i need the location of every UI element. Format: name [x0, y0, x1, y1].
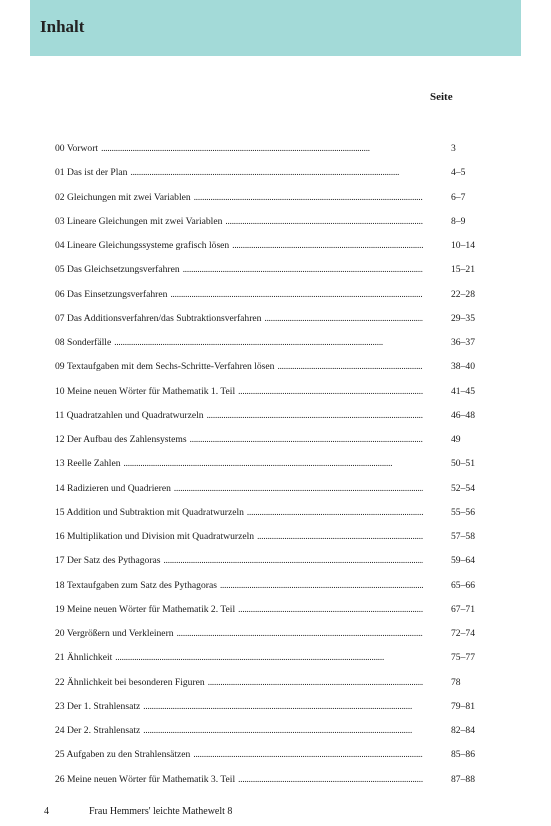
toc-entry-page: 36–37: [451, 337, 475, 348]
toc-entry: [55, 573, 495, 597]
toc-entry-title: 00 Vorwort: [55, 143, 99, 154]
toc-entry: [55, 597, 495, 621]
toc-dot-leader: [207, 403, 423, 428]
toc-entry-page: 41–45: [451, 385, 475, 397]
toc-dot-leader: [164, 548, 423, 573]
toc-dot-leader: [177, 621, 423, 646]
toc-entry-title-area: [55, 379, 425, 404]
toc-entry-title: 21 Ähnlichkeit: [55, 652, 113, 664]
toc-entry: [55, 354, 495, 378]
page-column-heading: Seite: [430, 91, 453, 103]
toc-entry-title: 06 Das Einsetzungsverfahren: [55, 288, 168, 300]
toc-entry-title: 05 Das Gleichsetzungsverfahren: [55, 264, 180, 276]
toc-dot-leader: [143, 718, 423, 743]
toc-dot-leader: [232, 233, 423, 258]
toc-entry-title-area: [55, 427, 425, 452]
toc-entry-title-area: [55, 548, 425, 573]
toc-entry-page: 50–51: [451, 458, 475, 470]
toc-entry: [55, 500, 495, 524]
toc-dot-leader: [194, 185, 423, 210]
toc-entry-page: 79–81: [451, 700, 475, 712]
toc-entry-title-area: [55, 354, 425, 379]
toc-entry-page: 87–88: [451, 773, 475, 785]
toc-entry: [55, 476, 495, 500]
toc-entry: [55, 742, 495, 766]
toc-entry-title-area: [55, 403, 425, 428]
toc-dot-leader: [170, 282, 423, 307]
toc-entry: [55, 403, 495, 427]
toc-entry-page: 6–7: [451, 191, 466, 203]
toc-entry-page: 4–5: [451, 167, 466, 179]
toc-entry-title: 15 Addition und Subtraktion mit Quadratwurzeln: [55, 506, 244, 518]
toc-entry-page: 67–71: [451, 603, 475, 615]
toc-entry: [55, 160, 495, 184]
toc-entry-page: 49: [451, 434, 461, 445]
toc-entry-page: 65–66: [451, 579, 475, 591]
toc-entry: [55, 524, 495, 548]
toc-entry-title-area: [55, 257, 425, 282]
toc-dot-leader: [130, 160, 423, 185]
footer-book-title: Frau Hemmers' leichte Mathewelt 8: [89, 806, 233, 817]
toc-dot-leader: [208, 670, 423, 695]
toc-entry-title: 18 Textaufgaben zum Satz des Pythagoras: [55, 579, 217, 591]
toc-entry-title-area: [55, 670, 425, 695]
toc-entry-title: 19 Meine neuen Wörter für Mathematik 2. Teil: [55, 603, 236, 615]
toc-entry-title: 04 Lineare Gleichungssysteme grafisch lösen: [55, 240, 230, 251]
toc-entry-title-area: [55, 742, 425, 767]
toc-dot-leader: [257, 524, 423, 549]
toc-entry-page: 78: [451, 676, 461, 688]
toc-entry-title-area: [55, 621, 425, 646]
toc-entry: [55, 427, 495, 451]
toc-entry-title-area: [55, 500, 425, 525]
toc-entry-title: 11 Quadratzahlen und Quadratwurzeln: [55, 409, 204, 421]
toc-entry-title-area: [55, 476, 425, 501]
toc-entry-title: 16 Multiplikation und Division mit Quadratwurzeln: [55, 531, 255, 542]
toc-entry: [55, 670, 495, 694]
toc-entry-title-area: [55, 306, 425, 331]
toc-entry: [55, 282, 495, 306]
toc-entry-page: 85–86: [451, 749, 475, 761]
toc-entry-title: 22 Ähnlichkeit bei besonderen Figuren: [55, 676, 205, 688]
footer-page-number: 4: [44, 806, 49, 817]
toc-dot-leader: [115, 645, 423, 670]
toc-entry-title: 08 Sonderfälle: [55, 337, 112, 348]
toc-dot-leader: [264, 306, 423, 331]
page-title: Inhalt: [40, 17, 85, 36]
toc-entry-page: 75–77: [451, 652, 475, 664]
toc-entry: [55, 694, 495, 718]
toc-entry-title-area: [55, 330, 425, 355]
toc-entry-title-area: [55, 573, 425, 598]
toc-entry-title-area: [55, 694, 425, 719]
toc-dot-leader: [101, 136, 423, 161]
toc-entry-title-area: [55, 185, 425, 210]
toc-entry-page: 38–40: [451, 361, 475, 373]
toc-entry-title: 13 Reelle Zahlen: [55, 458, 121, 470]
toc-entry-title: 12 Der Aufbau des Zahlensystems: [55, 434, 187, 445]
toc-entry-page: 22–28: [451, 288, 475, 300]
toc-entry-title-area: [55, 597, 425, 622]
toc-entry: [55, 136, 495, 160]
toc-entry-title-area: [55, 209, 425, 234]
toc-entry: [55, 767, 495, 791]
toc-entry: [55, 330, 495, 354]
toc-entry-page: 46–48: [451, 409, 475, 421]
toc-dot-leader: [238, 379, 423, 404]
toc-entry-title-area: [55, 767, 425, 792]
toc-entry-title-area: [55, 524, 425, 549]
toc-entry: [55, 645, 495, 669]
toc-entry-title-area: [55, 282, 425, 307]
header-band: [30, 0, 521, 56]
toc-entry-page: 10–14: [451, 240, 475, 251]
toc-entry-page: 8–9: [451, 215, 466, 227]
toc-dot-leader: [183, 257, 423, 282]
toc-entry-title: 09 Textaufgaben mit dem Sechs-Schritte-Verfahren lösen: [55, 361, 275, 373]
toc-entry: [55, 451, 495, 475]
toc-entry-title: 23 Der 1. Strahlensatz: [55, 700, 141, 712]
toc-dot-leader: [193, 742, 423, 767]
toc-entry: [55, 209, 495, 233]
toc-dot-leader: [124, 451, 423, 476]
toc-entry: [55, 233, 495, 257]
table-of-contents: [55, 136, 495, 791]
toc-entry-page: 57–58: [451, 531, 475, 542]
toc-entry-title: 14 Radizieren und Quadrieren: [55, 482, 171, 494]
toc-entry: [55, 718, 495, 742]
toc-entry-title-area: [55, 645, 425, 670]
toc-entry-title: 02 Gleichungen mit zwei Variablen: [55, 191, 191, 203]
toc-dot-leader: [277, 354, 423, 379]
toc-entry-title-area: [55, 233, 425, 258]
toc-dot-leader: [225, 209, 423, 234]
toc-entry-title: 26 Meine neuen Wörter für Mathematik 3. Teil: [55, 773, 236, 785]
toc-entry: [55, 621, 495, 645]
toc-dot-leader: [220, 573, 423, 598]
toc-entry-title: 24 Der 2. Strahlensatz: [55, 725, 141, 736]
toc-entry-title: 01 Das ist der Plan: [55, 167, 128, 179]
toc-dot-leader: [190, 427, 423, 452]
toc-entry-page: 52–54: [451, 482, 475, 494]
toc-entry-title: 20 Vergrößern und Verkleinern: [55, 628, 174, 639]
toc-entry-title: 25 Aufgaben zu den Strahlensätzen: [55, 749, 191, 761]
toc-entry-title: 03 Lineare Gleichungen mit zwei Variablen: [55, 215, 223, 227]
toc-entry: [55, 548, 495, 572]
toc-entry-title: 10 Meine neuen Wörter für Mathematik 1. Teil: [55, 385, 236, 397]
toc-entry: [55, 185, 495, 209]
toc-entry-title: 07 Das Additionsverfahren/das Subtraktionsverfahren: [55, 312, 262, 324]
toc-entry-title-area: [55, 451, 425, 476]
toc-entry-title-area: [55, 136, 425, 161]
toc-entry-page: 59–64: [451, 555, 475, 567]
toc-entry-title-area: [55, 160, 425, 185]
toc-dot-leader: [143, 694, 423, 719]
toc-entry-page: 55–56: [451, 506, 475, 518]
toc-dot-leader: [247, 500, 423, 525]
toc-entry: [55, 379, 495, 403]
toc-entry: [55, 306, 495, 330]
toc-entry-page: 29–35: [451, 312, 475, 324]
toc-dot-leader: [238, 597, 423, 622]
toc-dot-leader: [114, 330, 423, 355]
toc-entry-page: 15–21: [451, 264, 475, 276]
toc-entry-page: 82–84: [451, 725, 475, 736]
toc-dot-leader: [174, 476, 423, 501]
toc-entry-page: 72–74: [451, 628, 475, 639]
toc-entry: [55, 257, 495, 281]
toc-entry-title: 17 Der Satz des Pythagoras: [55, 555, 161, 567]
toc-dot-leader: [238, 767, 423, 792]
toc-entry-title-area: [55, 718, 425, 743]
toc-entry-page: 3: [451, 143, 456, 154]
